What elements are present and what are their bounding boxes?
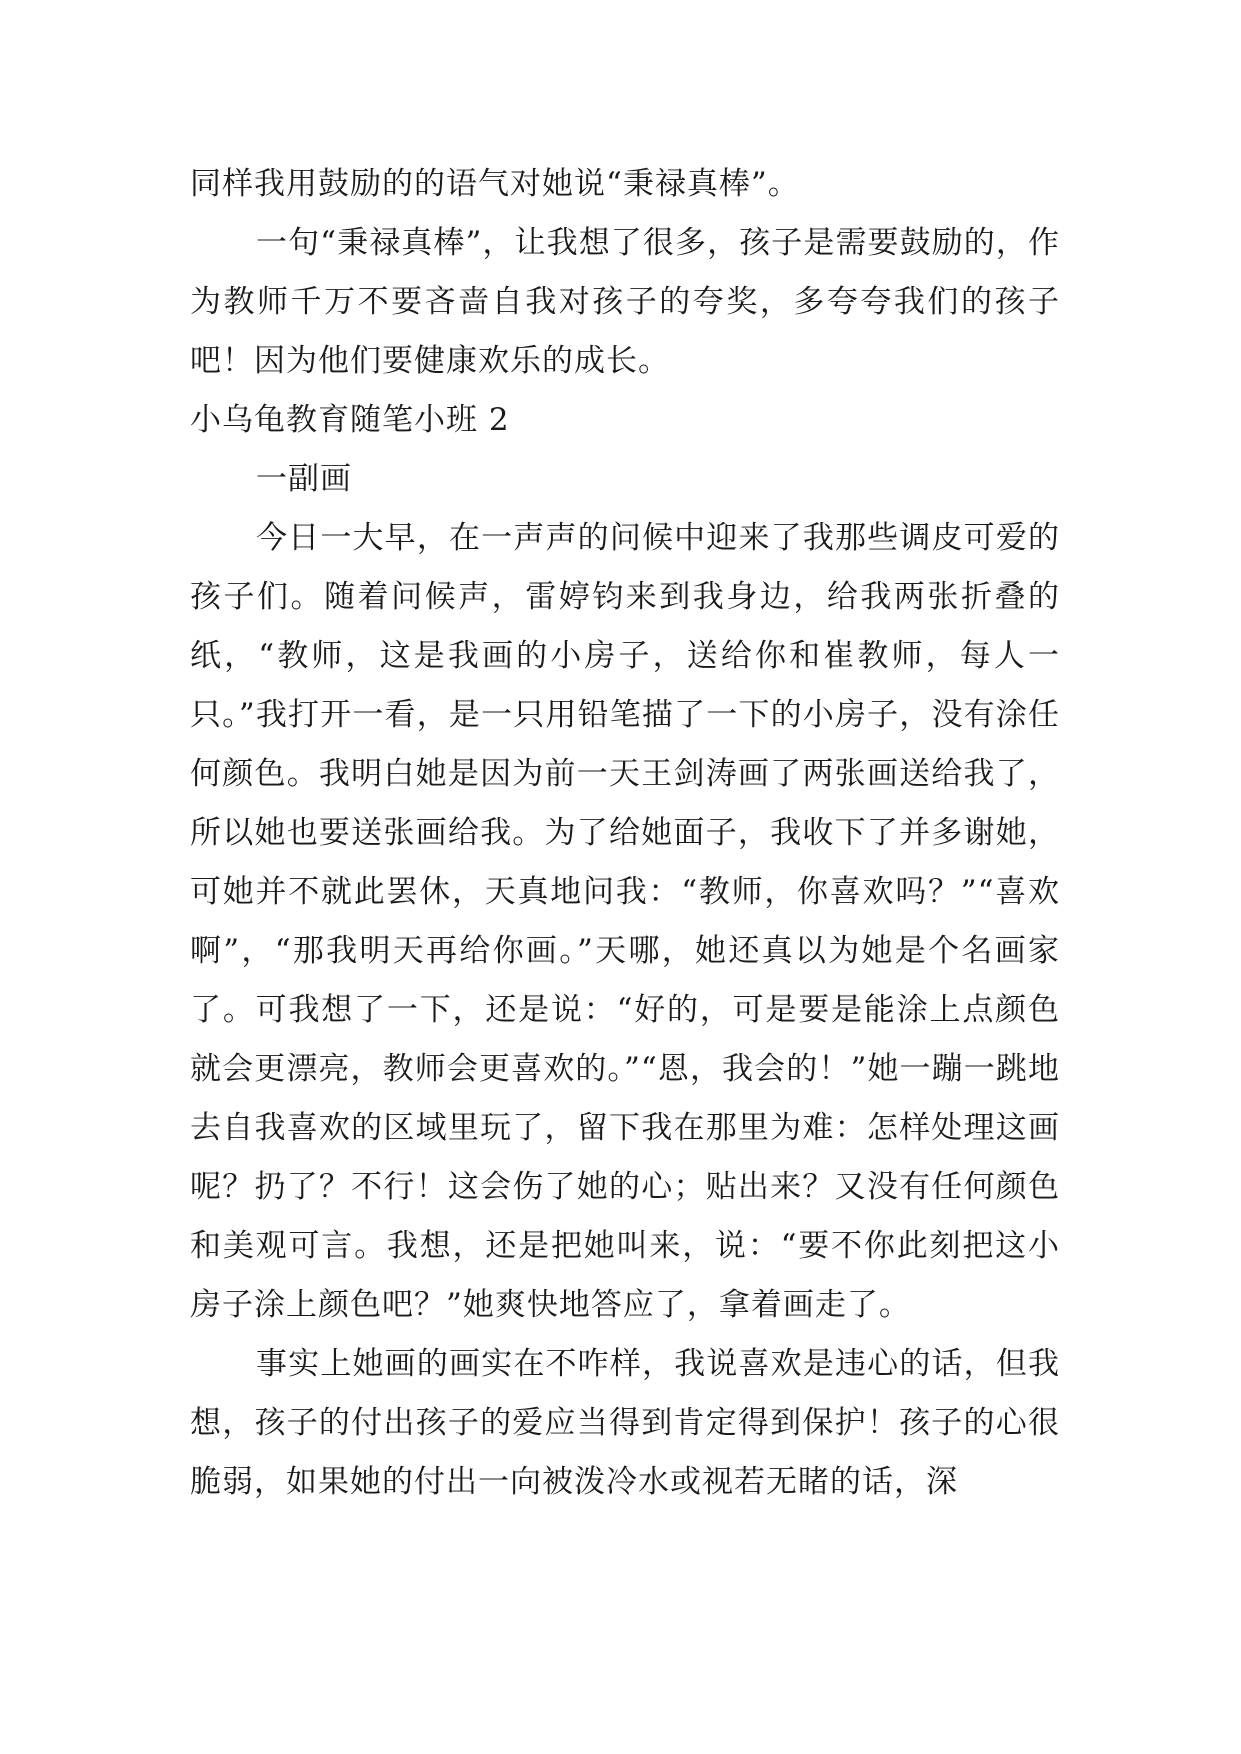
paragraph-story: 今日一大早，在一声声的问候中迎来了我那些调皮可爱的孩子们。随着问候声，雷婷钧来到我身边，给我两张折叠的纸，“教师，这是我画的小房子，送给你和崔教师，每人一只。”我打开一看，是一只用铅笔描了一下的小房子，没有涂任何颜色。我明白她是因为前一天王剑涛画了两张画送给我了，所以她也要送张画给我。为了给她面子，我收下了并多谢她，可她并不就此罢休，天真地问我：“教师，你喜欢吗？”“喜欢啊”，“那我明天再给你画。”天哪，她还真以为她是个名画家了。可我想了一下，还是说：“好的，可是要是能涂上点颜色就会更漂亮，教师会更喜欢的。”“恩，我会的！”她一蹦一跳地去自我喜欢的区域里玩了，留下我在那里为难：怎样处理这画呢？扔了？不行！这会伤了她的心；贴出来？又没有任何颜色和美观可言。我想，还是把她叫来，说：“要不你此刻把这小房子涂上颜色吧？”她爽快地答应了，拿着画走了。: [190, 520, 1060, 1323]
section-title: 小乌龟教育随笔小班 2: [190, 402, 510, 438]
paragraph-reflection: 事实上她画的画实在不咋样，我说喜欢是违心的话，但我想，孩子的付出孩子的爱应当得到肯定得到保护！孩子的心很脆弱，如果她的付出一向被泼冷水或视若无睹的话，深: [190, 1346, 1060, 1500]
paragraph-conclusion: 一句“秉禄真棒”，让我想了很多，孩子是需要鼓励的，作为教师千万不要吝啬自我对孩子的夸奖，多夸夸我们的孩子吧！因为他们要健康欢乐的成长。: [190, 225, 1060, 379]
essay-subtitle: 一副画: [256, 461, 352, 497]
document-body: [190, 155, 1060, 1512]
paragraph-continuation: 同样我用鼓励的的语气对她说“秉禄真棒”。: [190, 166, 800, 202]
